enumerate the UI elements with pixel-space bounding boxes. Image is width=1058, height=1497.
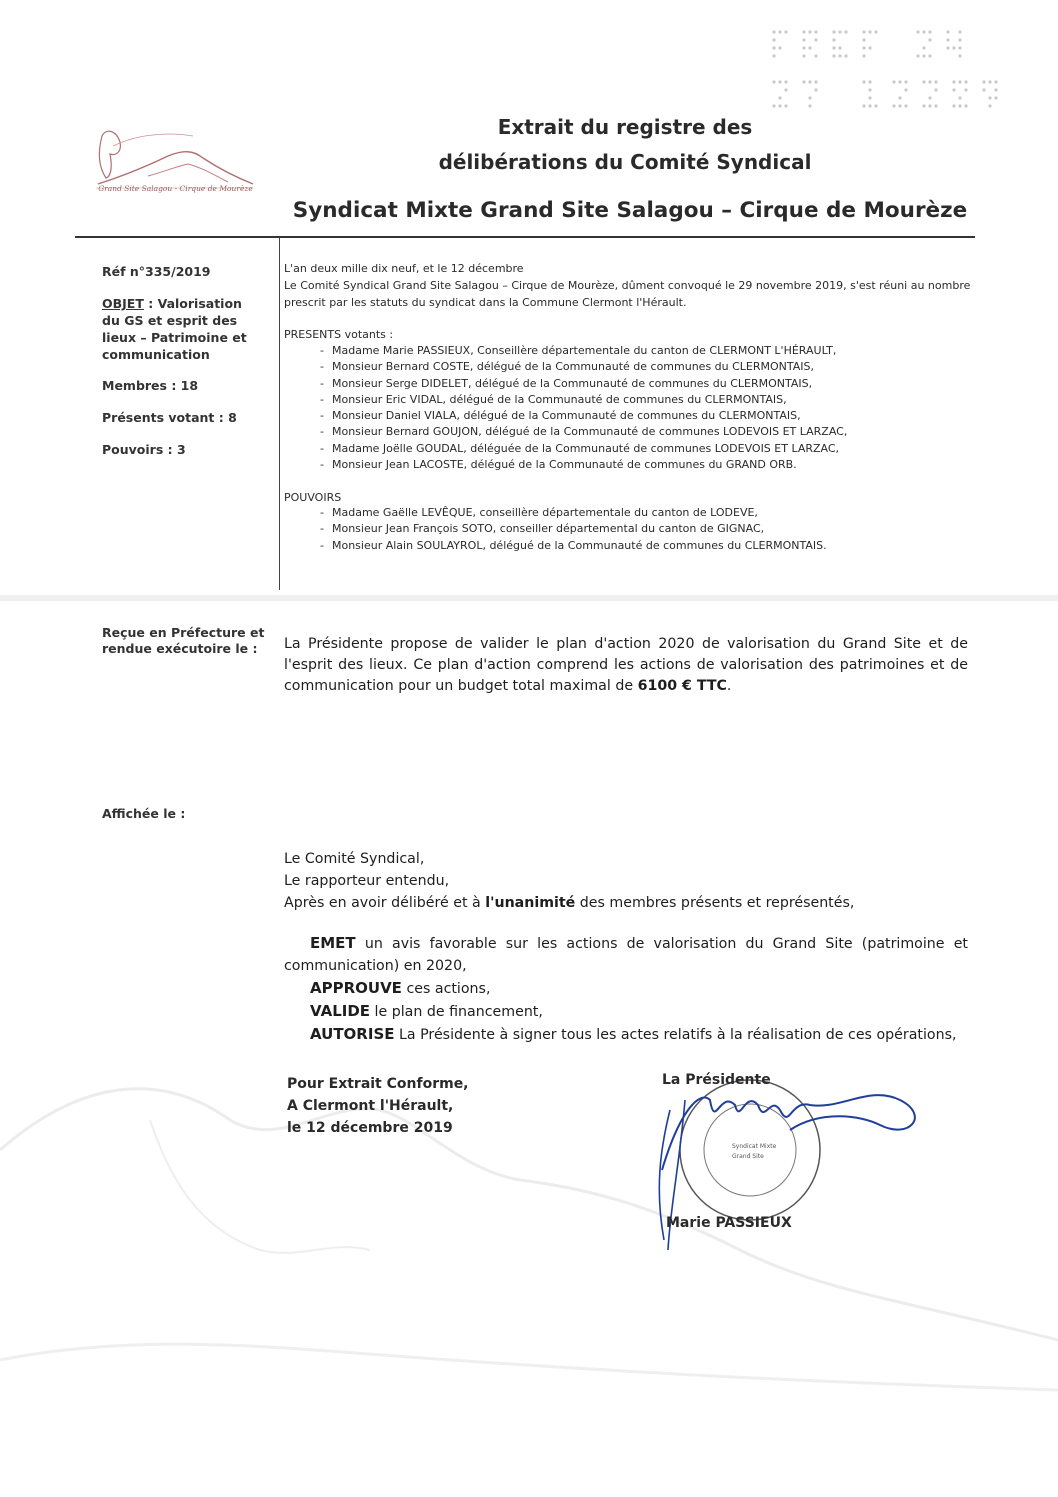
decision-emet xyxy=(284,932,968,977)
list-item: - Monsieur Serge DIDELET, délégué de la Communauté de communes du CLERMONTAIS, xyxy=(320,376,847,392)
decision-keyword: EMET xyxy=(310,934,356,952)
decision-text: le plan de financement, xyxy=(370,1004,543,1020)
extrait-conforme xyxy=(287,1073,469,1139)
pouvoirs-count: Pouvoirs : 3 xyxy=(102,442,186,457)
pouvoirs-heading: POUVOIRS xyxy=(284,491,342,504)
presidente-title: La Présidente xyxy=(662,1072,771,1088)
objet-label: OBJET xyxy=(102,296,144,311)
rapporteur-line: Le rapporteur entendu, xyxy=(284,873,450,889)
proposal-text: La Présidente propose de valider le plan d'action 2020 de valorisation du Grand Site et de l'esprit des lieux. Ce plan d'action comprend les actions de valorisation des patrimoines et de communication pour un budget total maximal de xyxy=(284,636,968,694)
perforation-stamp xyxy=(768,24,1004,120)
proposal-end: . xyxy=(726,678,732,694)
conforme-place: A Clermont l'Hérault, xyxy=(287,1098,454,1114)
list-item: - Monsieur Bernard GOUJON, délégué de la Communauté de communes LODEVOIS ET LARZAC, xyxy=(320,424,847,440)
list-item: - Monsieur Bernard COSTE, délégué de la Communauté de communes du CLERMONTAIS, xyxy=(320,359,847,375)
delibere-line xyxy=(284,892,968,914)
column-divider xyxy=(279,238,280,590)
comite-line: Le Comité Syndical, xyxy=(284,851,425,867)
conforme-line: Pour Extrait Conforme, xyxy=(287,1076,469,1092)
objet-block xyxy=(102,295,264,363)
document-subtitle: Syndicat Mixte Grand Site Salagou – Cirque de Mourèze xyxy=(292,198,968,223)
list-item: - Monsieur Eric VIDAL, délégué de la Communauté de communes du CLERMONTAIS, xyxy=(320,392,847,408)
decision-keyword: VALIDE xyxy=(310,1002,371,1020)
delibere-text: Après en avoir délibéré et à xyxy=(284,895,486,911)
official-stamp-and-signature xyxy=(640,1070,940,1290)
list-item: - Madame Marie PASSIEUX, Conseillère départementale du canton de CLERMONT L'HÉRAULT, xyxy=(320,343,847,359)
deliberation-intro xyxy=(284,848,968,914)
affichage-label: Affichée le : xyxy=(102,806,186,821)
list-item: - Monsieur Jean LACOSTE, délégué de la Communauté de communes du GRAND ORB. xyxy=(320,457,847,473)
decision-keyword: APPROUVE xyxy=(310,979,402,997)
decisions-block xyxy=(284,932,968,1046)
unanimite: l'unanimité xyxy=(485,895,576,911)
list-item: - Monsieur Jean François SOTO, conseiller départemental du canton de GIGNAC, xyxy=(320,521,827,537)
svg-text:Grand Site: Grand Site xyxy=(732,1153,764,1160)
membres-count: Membres : 18 xyxy=(102,378,199,393)
pouvoirs-list xyxy=(320,505,827,554)
decision-valide xyxy=(284,1000,968,1023)
objet-text: : Valorisation du GS et esprit des lieux – Patrimoine et communication xyxy=(102,296,247,362)
reception-prefecture-label: Reçue en Préfecture et rendue exécutoire le : xyxy=(102,625,265,656)
presidente-name: Marie PASSIEUX xyxy=(666,1215,792,1231)
title-line-1: Extrait du registre des xyxy=(497,115,753,139)
decision-text: ces actions, xyxy=(401,981,491,997)
presents-heading: PRESENTS votants : xyxy=(284,328,394,341)
decision-autorise xyxy=(284,1023,968,1046)
proposal-amount: 6100 € TTC xyxy=(637,678,727,694)
title-line-2: délibérations du Comité Syndical xyxy=(438,150,812,174)
decision-keyword: AUTORISE xyxy=(310,1025,395,1043)
document-title xyxy=(400,110,850,180)
decision-text: La Présidente à signer tous les actes relatifs à la réalisation de ces opérations, xyxy=(394,1027,957,1043)
proposal-paragraph xyxy=(284,634,968,697)
decision-text: un avis favorable sur les actions de valorisation du Grand Site (patrimoine et communication) en 2020, xyxy=(284,936,968,974)
reference-number: Réf n°335/2019 xyxy=(102,264,211,279)
date-line: L'an deux mille dix neuf, et le 12 décembre xyxy=(284,262,524,275)
decision-approuve xyxy=(284,977,968,1000)
list-item: - Madame Gaëlle LEVÊQUE, conseillère départementale du canton de LODEVE, xyxy=(320,505,827,521)
list-item: - Madame Joëlle GOUDAL, déléguée de la Communauté de communes LODEVOIS ET LARZAC, xyxy=(320,441,847,457)
intro-text: Le Comité Syndical Grand Site Salagou – Cirque de Mourèze, dûment convoqué le 29 novembre 2019, s'est réuni au nombre prescrit par les statuts du syndicat dans la Commune Clermont l'Hérault. xyxy=(284,279,971,309)
presents-votant-count: Présents votant : 8 xyxy=(102,410,237,425)
intro-block xyxy=(284,260,974,311)
svg-text:Syndicat Mixte: Syndicat Mixte xyxy=(732,1143,777,1150)
header-divider xyxy=(75,236,975,238)
presents-list xyxy=(320,343,847,473)
list-item: - Monsieur Alain SOULAYROL, délégué de la Communauté de communes du CLERMONTAIS. xyxy=(320,538,827,554)
list-item: - Monsieur Daniel VIALA, délégué de la Communauté de communes du CLERMONTAIS, xyxy=(320,408,847,424)
conforme-date: le 12 décembre 2019 xyxy=(287,1120,453,1136)
delibere-text-end: des membres présents et représentés, xyxy=(575,895,855,911)
logo-caption: Grand Site Salagou - Cirque de Mourèze xyxy=(98,184,253,193)
